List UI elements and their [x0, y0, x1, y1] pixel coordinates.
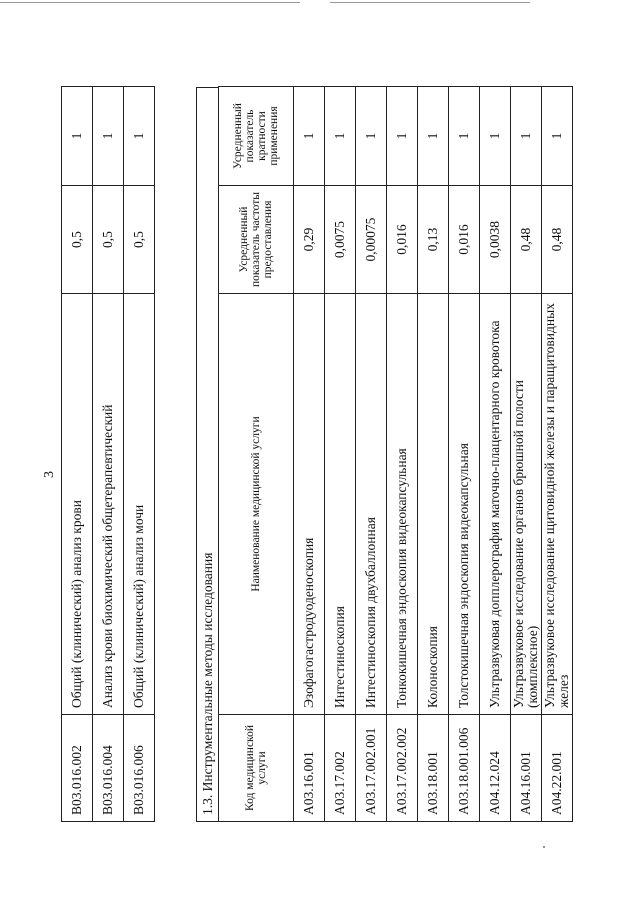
lab-tests-table: [61, 86, 155, 822]
section-title: 1.3. Инструментальные методы исследования: [200, 552, 215, 815]
service-name-cell: Интестиноскопия двухбаллонная: [356, 294, 387, 715]
service-code-cell: A03.18.001: [418, 715, 449, 822]
service-name-cell: Колоноскопия: [418, 294, 449, 715]
multiplicity-cell: 1: [542, 87, 573, 186]
instrumental-methods-table: [218, 86, 573, 822]
service-name-cell: Ультразвуковая допплерография маточно-плацентарного кровотока: [480, 294, 511, 715]
service-code-cell: A04.22.001: [542, 715, 573, 822]
frequency-cell: 0,29: [294, 186, 325, 294]
service-code-cell: A03.17.002.002: [387, 715, 418, 822]
table-row: [356, 87, 387, 822]
service-code-cell: A03.16.001: [294, 715, 325, 822]
service-name-cell: Ультразвуковое исследование щитовидной железы и паращитовидных желез: [542, 294, 573, 715]
table-row: [542, 87, 573, 822]
frequency-cell: 0,016: [387, 186, 418, 294]
frequency-cell: 0,48: [511, 186, 542, 294]
multiplicity-cell: 1: [511, 87, 542, 186]
scan-edge-line: [330, 2, 530, 3]
frequency-cell: 0,5: [62, 186, 93, 294]
table-row: [418, 87, 449, 822]
service-name-cell: Общий (клинический) анализ крови: [62, 294, 93, 715]
table-row: [294, 87, 325, 822]
header-freq: Усредненный показатель частоты предоставления: [219, 186, 294, 294]
service-code-cell: A03.17.002: [325, 715, 356, 822]
service-name-cell: Эзофагогастродуоденоскопия: [294, 294, 325, 715]
header-code: Код медицинской услуги: [219, 715, 294, 822]
table-row: [325, 87, 356, 822]
header-mult: Усредненный показатель кратности применения: [219, 87, 294, 186]
multiplicity-cell: 1: [124, 87, 155, 186]
header-name: Наименование медицинской услуги: [219, 294, 294, 715]
service-code-cell: B03.016.004: [93, 715, 124, 822]
multiplicity-cell: 1: [449, 87, 480, 186]
page-number: 3: [42, 471, 57, 478]
multiplicity-cell: 1: [62, 87, 93, 186]
multiplicity-cell: 1: [325, 87, 356, 186]
section-title-box: [196, 87, 218, 822]
service-code-cell: A04.12.024: [480, 715, 511, 822]
table-row: [62, 87, 93, 822]
multiplicity-cell: 1: [418, 87, 449, 186]
table-header-row: [219, 87, 294, 822]
frequency-cell: 0,016: [449, 186, 480, 294]
service-code-cell: A03.17.002.001: [356, 715, 387, 822]
frequency-cell: 0,5: [93, 186, 124, 294]
service-name-cell: Анализ крови биохимический общетерапевтический: [93, 294, 124, 715]
service-code-cell: A03.18.001.006: [449, 715, 480, 822]
service-name-cell: Ультразвуковое исследование органов брюшной полости (комплексное): [511, 294, 542, 715]
table-row: [124, 87, 155, 822]
frequency-cell: 0,0075: [325, 186, 356, 294]
table-row: [480, 87, 511, 822]
multiplicity-cell: 1: [480, 87, 511, 186]
service-code-cell: A04.16.001: [511, 715, 542, 822]
multiplicity-cell: 1: [387, 87, 418, 186]
frequency-cell: 0,0038: [480, 186, 511, 294]
service-code-cell: B03.016.002: [62, 715, 93, 822]
frequency-cell: 0,13: [418, 186, 449, 294]
scan-edge-line: [0, 2, 300, 3]
multiplicity-cell: 1: [294, 87, 325, 186]
service-name-cell: Общий (клинический) анализ мочи: [124, 294, 155, 715]
table-row: [387, 87, 418, 822]
multiplicity-cell: 1: [356, 87, 387, 186]
table-row: [449, 87, 480, 822]
frequency-cell: 0,48: [542, 186, 573, 294]
service-name-cell: Тонкокишечная эндоскопия видеокапсульная: [387, 294, 418, 715]
service-name-cell: Толстокишечная эндоскопия видеокапсульная: [449, 294, 480, 715]
table-row: [93, 87, 124, 822]
frequency-cell: 0,5: [124, 186, 155, 294]
service-name-cell: Интестиноскопия: [325, 294, 356, 715]
table-row: [511, 87, 542, 822]
frequency-cell: 0,00075: [356, 186, 387, 294]
service-code-cell: B03.016.006: [124, 715, 155, 822]
multiplicity-cell: 1: [93, 87, 124, 186]
scan-speck: [543, 846, 545, 848]
